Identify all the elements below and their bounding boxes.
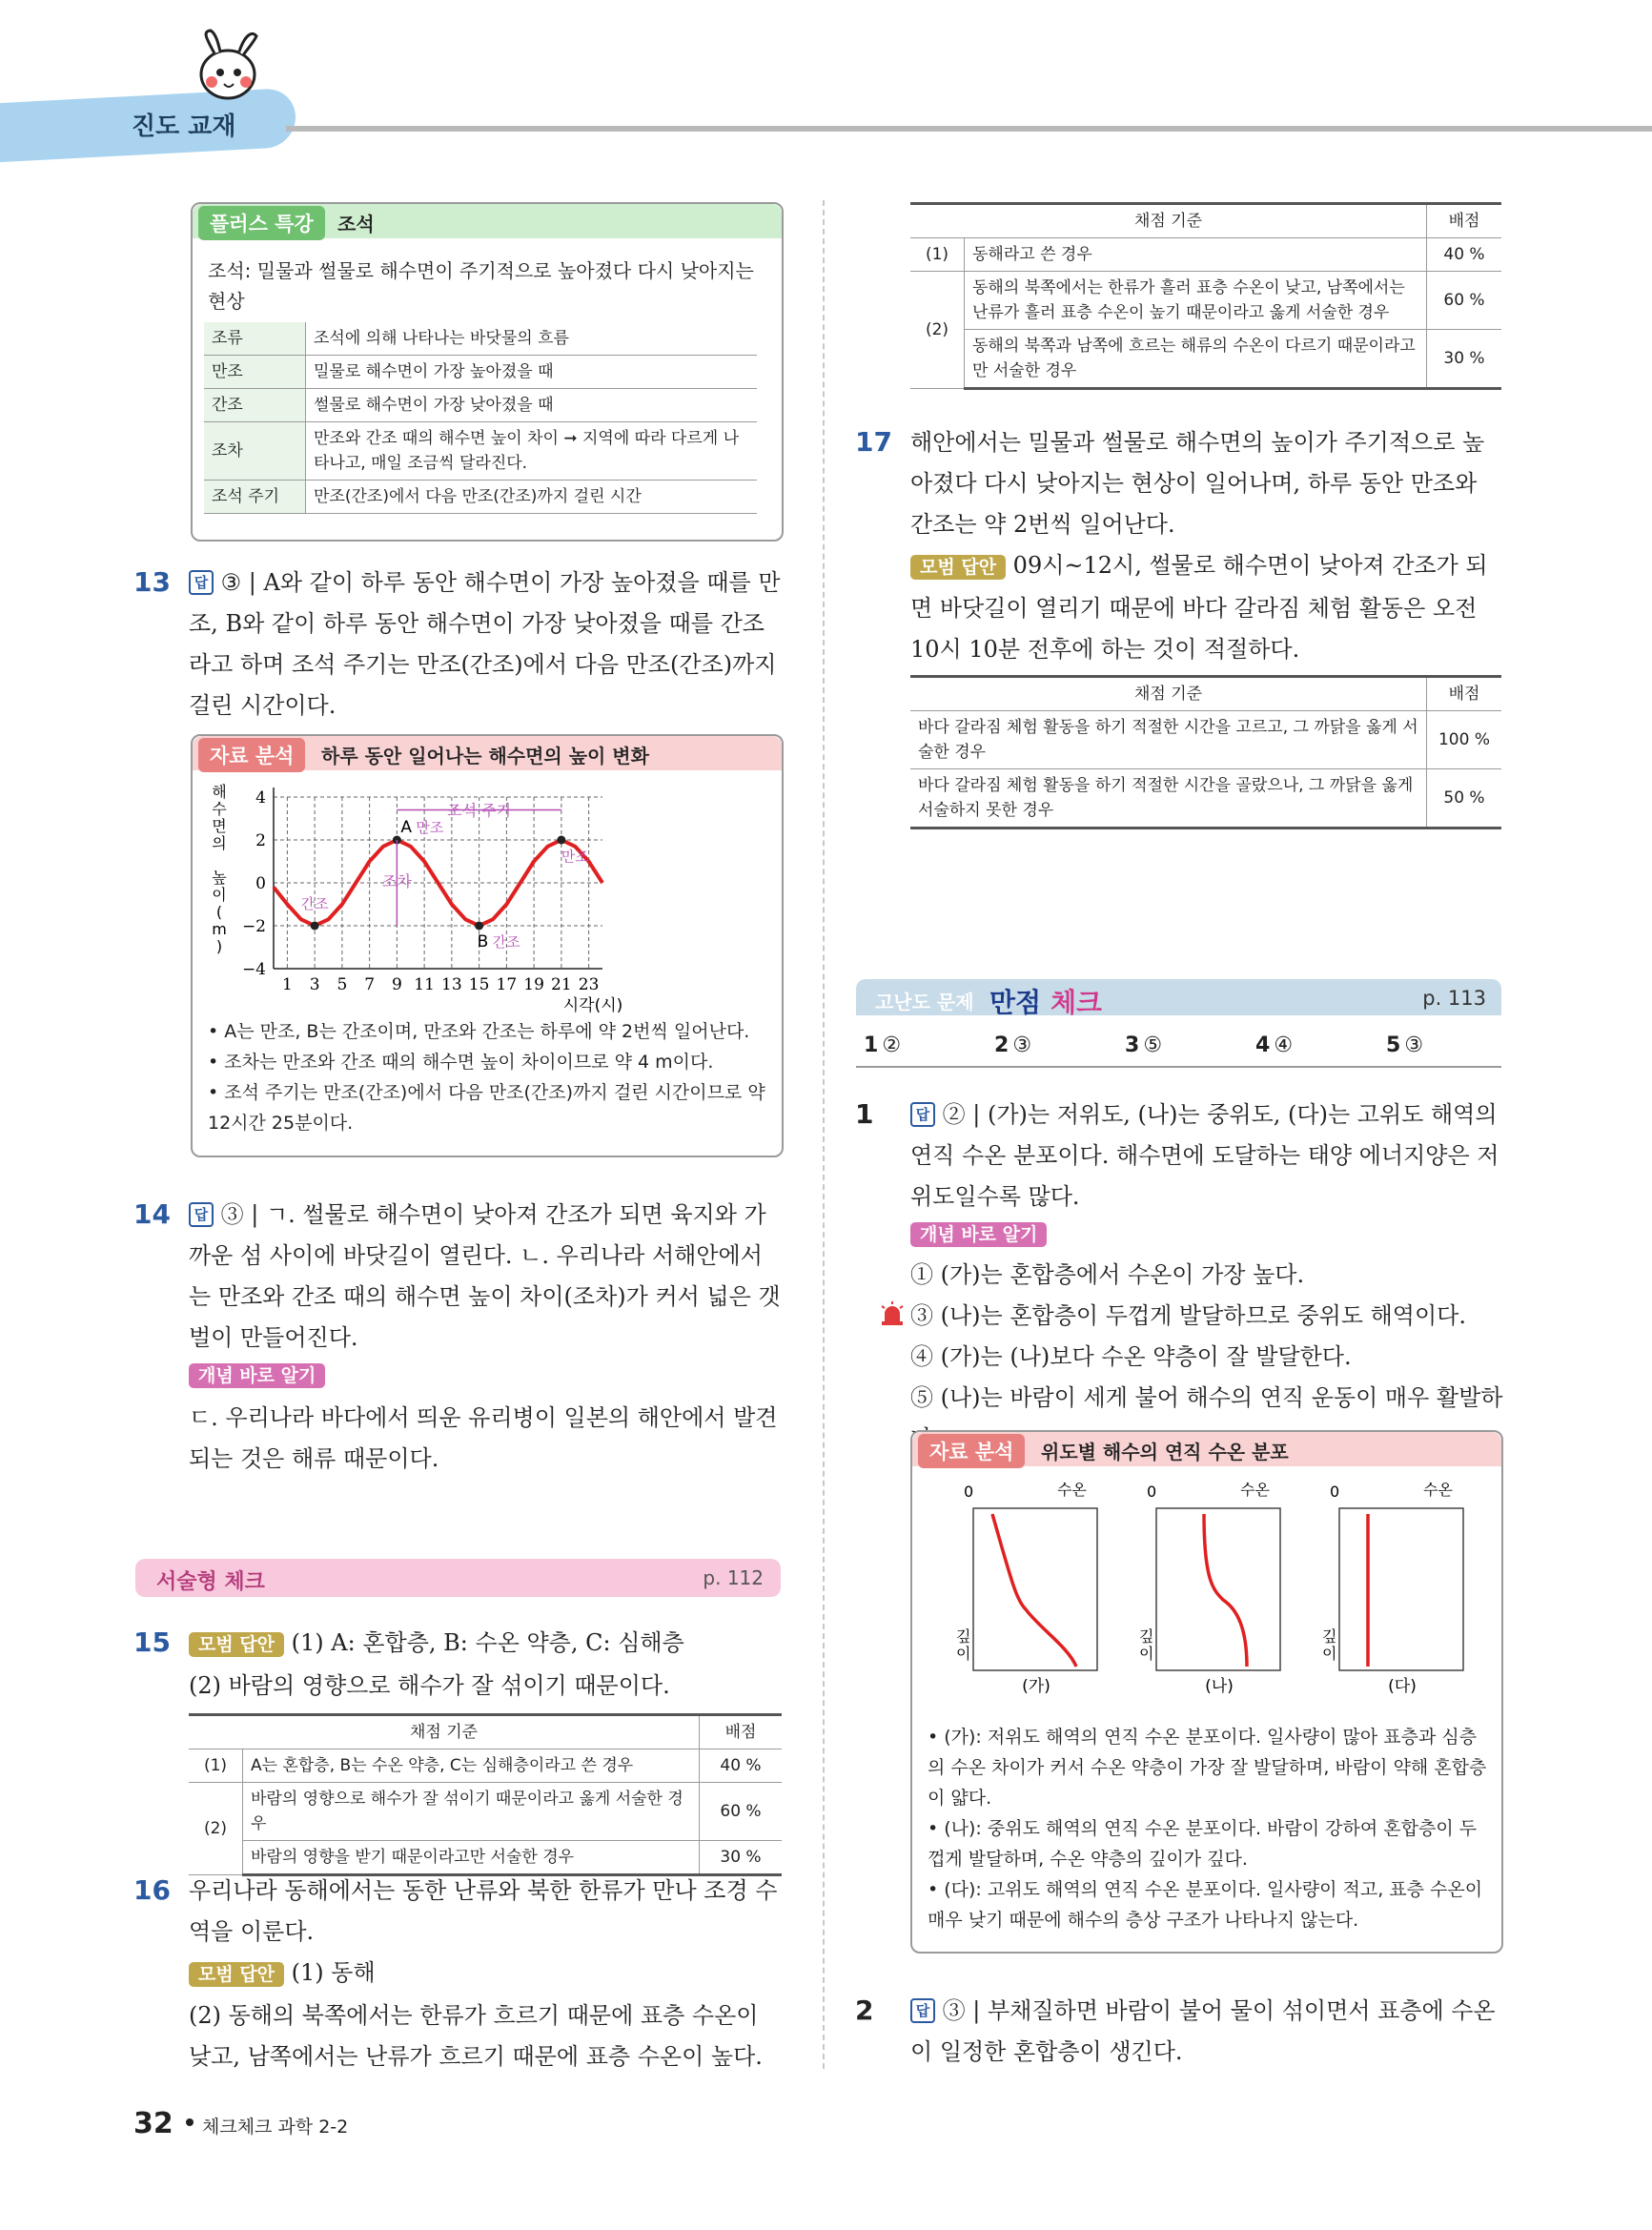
q16-text (189, 1871, 785, 2077)
score-value: 40 % (700, 1749, 783, 1783)
q15-th-criteria: 채점 기준 (189, 1715, 700, 1749)
graph-name: (가) (1022, 1677, 1050, 1696)
q17-score-table (910, 675, 1501, 829)
q16-question: 우리나라 동해에서는 동한 난류와 북한 한류가 만나 조경 수역을 이룬다. (189, 1877, 778, 1945)
h2-number: 2 (855, 1995, 874, 2026)
graph-frame (973, 1508, 1097, 1670)
q17-question: 해안에서는 밀물과 썰물로 해수면의 높이가 주기적으로 높아졌다 다시 낮아지는 현상이 일어나며, 하루 동안 만조와 간조는 약 2번씩 일어난다. (910, 429, 1485, 538)
h1-concept-tag-wrap (910, 1220, 1047, 1246)
y-tick-label: −2 (241, 917, 266, 936)
score-row (910, 272, 1501, 330)
score-item: (2) (910, 272, 965, 389)
plus-definition: 조석: 밀물과 썰물로 해수면이 주기적으로 높아졌다 다시 낮아지는 현상 (208, 259, 754, 313)
h1-options (910, 1255, 1506, 1460)
answer-key-number: 3 (1125, 1033, 1140, 1057)
plus-term: 조차 (204, 422, 306, 481)
q13-data-box (191, 734, 784, 1157)
tide-chart (202, 778, 623, 1015)
score-value: 50 % (1427, 769, 1502, 829)
h1-text: 답 ② | (가)는 저위도, (나)는 중위도, (다)는 고위도 해역의 연직 수온 분포이다. 해수면에 도달하는 태양 에너지양은 저위도일수록 많다. (910, 1101, 1499, 1210)
y-label-char: 높 (212, 869, 227, 887)
graph-depth-char: 깊 (956, 1627, 971, 1646)
graph-depth-char: 이 (956, 1645, 971, 1663)
point-a-tag: 만조 (416, 819, 444, 836)
graph-temp: 수온 (1423, 1481, 1453, 1499)
plus-desc: 만조(간조)에서 다음 만조(간조)까지 걸린 시간 (306, 481, 758, 514)
score-item: (1) (189, 1749, 243, 1783)
q13-box-title: 하루 동안 일어나는 해수면의 높이 변화 (321, 745, 649, 767)
x-label: 시각(시) (562, 996, 623, 1015)
q14-number: 14 (133, 1198, 171, 1230)
q15-answer (189, 1623, 785, 1707)
q13-number: 13 (133, 566, 171, 598)
answer-key-row (856, 1028, 1501, 1068)
y-label-char: 면 (212, 817, 227, 835)
h1-explanation: (가)는 저위도, (나)는 중위도, (다)는 고위도 해역의 연직 수온 분포이다. 해수면에 도달하는 태양 에너지양은 저위도일수록 많다. (910, 1101, 1499, 1210)
q16-number: 16 (133, 1874, 171, 1906)
answer-icon: 답 (910, 1998, 935, 2023)
vertical-temperature-graphs (926, 1480, 1488, 1708)
y-label-char: ( (215, 903, 223, 921)
score-value: 100 % (1427, 711, 1502, 769)
y-label-char: 수 (212, 800, 227, 818)
graph-depth-char: 깊 (1322, 1627, 1337, 1646)
q16-th-score: 배점 (1427, 204, 1502, 238)
q13-note: • A는 만조, B는 간조이며, 만조와 간조는 하루에 약 2번씩 일어난다. (208, 1021, 750, 1042)
q13-note: • 조석 주기는 만조(간조)에서 다음 만조(간조)까지 걸린 시간이므로 약 12시간 25분이다. (208, 1082, 765, 1134)
check-title-2: 체크 (1050, 987, 1103, 1018)
mascot-icon (186, 27, 272, 113)
answer-key-choice: ③ (1404, 1033, 1424, 1057)
section-title: 진도 교재 (132, 113, 236, 141)
plus-row (204, 356, 757, 389)
q17-number: 17 (855, 426, 892, 458)
q17-tag: 모범 답안 (910, 555, 1006, 580)
answer-key-number: 4 (1255, 1033, 1271, 1057)
x-tick-label: 19 (523, 975, 544, 994)
h1-note: • (다): 고위도 해역의 연직 수온 분포이다. 일사량이 적고, 표층 수온이 매우 낮기 때문에 해수의 층상 구조가 나타나지 않는다. (928, 1879, 1483, 1931)
q15-tag: 모범 답안 (189, 1632, 284, 1657)
q13-choice: ③ (220, 569, 242, 596)
plus-desc: 조석에 의해 나타나는 바닷물의 흐름 (306, 322, 758, 356)
h1-note: • (가): 저위도 해역의 연직 수온 분포이다. 일사량이 많아 표층과 심층의 수온 차이가 커서 수온 약층이 가장 잘 발달하며, 바람이 약해 혼합층이 얇다. (928, 1727, 1487, 1809)
q13-box-header (193, 736, 782, 770)
score-row (910, 769, 1501, 829)
q14-concept-tag-wrap (189, 1361, 325, 1387)
graph-frame (1156, 1508, 1280, 1670)
plus-row (204, 481, 757, 514)
y-label-char: ) (215, 937, 223, 955)
score-criterion: 바다 갈라짐 체험 활동을 하기 적절한 시간을 골랐으나, 그 까닭을 옳게 서술하지 못한 경우 (910, 769, 1427, 829)
y-label-char: 이 (212, 886, 227, 904)
plus-row (204, 389, 757, 422)
graph-frame (1339, 1508, 1463, 1670)
h1-box-title: 위도별 해수의 연직 수온 분포 (1041, 1441, 1289, 1463)
x-tick-label: 17 (496, 975, 518, 994)
score-value: 30 % (700, 1841, 783, 1875)
page-number: 32 (133, 2107, 173, 2140)
plus-row (204, 322, 757, 356)
q15-number: 15 (133, 1626, 171, 1658)
answer-key-item (994, 1033, 1031, 1057)
temp-profile-graph (956, 1481, 1097, 1696)
check-tag: 고난도 문제 (875, 991, 974, 1013)
q15-th-score: 배점 (700, 1715, 783, 1749)
y-tick-label: 0 (255, 874, 266, 893)
point-b-tag: 간조 (492, 933, 520, 951)
h1-option: ④ (가)는 (나)보다 수온 약층이 잘 발달한다. (910, 1343, 1352, 1370)
y-label-char: 의 (212, 834, 227, 852)
y-tick-label: −4 (241, 960, 266, 979)
h1-option: ① (가)는 혼합층에서 수온이 가장 높다. (910, 1261, 1305, 1288)
answer-key-choice: ③ (1012, 1033, 1032, 1057)
tide-point (475, 922, 483, 931)
column-separator (823, 200, 825, 2069)
plus-tag: 플러스 특강 (198, 206, 325, 240)
tide-point (311, 922, 319, 931)
h1-option: ③ (나)는 혼합층이 두껍게 발달하므로 중위도 해역이다. (910, 1302, 1466, 1329)
q14-explanation: ㄱ. 썰물로 해수면이 낮아져 간조가 되면 육지와 가까운 섬 사이에 바닷길이 열린다. ㄴ. 우리나라 서해안에서는 만조와 간조 때의 해수면 높이 차이(조차)가 커서 넓은 갯벌이 만들어진다. (189, 1201, 781, 1351)
range-label: 조차 (381, 872, 412, 890)
h2-explanation: 부채질하면 바람이 불어 물이 섞이면서 표층에 수온이 일정한 혼합층이 생긴다. (910, 1997, 1496, 2065)
x-tick-label: 1 (281, 975, 293, 994)
q14-choice: ③ (220, 1201, 244, 1228)
answer-key-item (1255, 1033, 1293, 1057)
q17-th-score: 배점 (1427, 677, 1502, 711)
score-criterion: 동해의 북쪽과 남쪽에 흐르는 해류의 수온이 다르기 때문이라고만 서술한 경우 (965, 330, 1427, 389)
plus-table (204, 322, 757, 514)
x-tick-label: 9 (391, 975, 402, 994)
header-rule (286, 126, 1652, 132)
h1-concept-tag: 개념 바로 알기 (910, 1222, 1047, 1247)
plus-header (193, 204, 782, 238)
score-criterion: 바람의 영향으로 해수가 잘 섞이기 때문이라고 옳게 서술한 경우 (243, 1783, 700, 1841)
graph-temp: 수온 (1057, 1481, 1087, 1499)
answer-key-choice: ④ (1274, 1033, 1294, 1057)
q13-note: • 조차는 만조와 간조 때의 해수면 높이 차이이므로 약 4 m이다. (208, 1052, 714, 1073)
plus-term: 조석 주기 (204, 481, 306, 514)
q14-text: 답 ③ | ㄱ. 썰물로 해수면이 낮아져 간조가 되면 육지와 가까운 섬 사이에 바닷길이 열린다. ㄴ. 우리나라 서해안에서는 만조와 간조 때의 해수면 높이 차이(조차)가 커서 넓은 갯벌이 만들어진다. (189, 1201, 781, 1351)
y-tick-label: 2 (255, 831, 266, 850)
y-tick-label: 4 (255, 788, 266, 808)
temp-profile-graph (1139, 1481, 1280, 1696)
answer-icon: 답 (189, 570, 214, 595)
point-a-label: A (400, 818, 413, 837)
score-criterion: 동해라고 쓴 경우 (965, 238, 1427, 272)
answer-key-number: 5 (1386, 1033, 1401, 1057)
q15-score-table (189, 1713, 782, 1876)
score-criterion: A는 혼합층, B는 수온 약층, C는 심해층이라고 쓴 경우 (243, 1749, 700, 1783)
q17-answer: 09시~12시, 썰물로 해수면이 낮아져 간조가 되면 바닷길이 열리기 때문에 바다 갈라짐 체험 활동은 오전 10시 10분 전후에 하는 것이 적절하다. (910, 552, 1488, 663)
check-title-1: 만점 (989, 987, 1042, 1018)
x-tick-label: 11 (414, 975, 435, 994)
score-row (189, 1783, 782, 1841)
top-score-check-bar (856, 979, 1501, 1018)
graph-zero: 0 (1147, 1483, 1157, 1501)
score-item: (2) (189, 1783, 243, 1875)
x-tick-label: 21 (551, 975, 572, 994)
answer-icon: 답 (189, 1202, 214, 1227)
plus-desc: 밀물로 해수면이 가장 높아졌을 때 (306, 356, 758, 389)
score-value: 40 % (1427, 238, 1502, 272)
period-label: 조석 주기 (447, 801, 512, 820)
tide-point (557, 836, 565, 845)
answer-key-item (1386, 1033, 1423, 1057)
h1-data-box (910, 1430, 1503, 1954)
h2-choice: ③ (942, 1997, 966, 2024)
answer-key-number: 2 (994, 1033, 1010, 1057)
plus-desc: 만조와 간조 때의 해수면 높이 차이 ➞ 지역에 따라 다르게 나타나고, 매일 조금씩 달라진다. (306, 422, 758, 481)
y-label-char: m (212, 920, 227, 938)
h1-box-header (912, 1432, 1501, 1466)
graph-zero: 0 (1330, 1483, 1340, 1501)
score-item: (1) (910, 238, 965, 272)
q13-text: 답 ③ | A와 같이 하루 동안 해수면이 가장 높아졌을 때를 만조, B와 같이 하루 동안 해수면이 가장 낮아졌을 때를 간조라고 하며 조석 주기는 만조(간조)에서 다음 만조(간조)까지 걸린 시간이다. (189, 569, 781, 719)
score-row (910, 330, 1501, 389)
plus-row (204, 422, 757, 481)
score-criterion: 동해의 북쪽에서는 한류가 흘러 표층 수온이 낮고, 남쪽에서는 난류가 흘러 표층 수온이 높기 때문이라고 옳게 서술한 경우 (965, 272, 1427, 330)
answer-key-number: 1 (864, 1033, 879, 1057)
answer-icon: 답 (910, 1102, 935, 1127)
h1-notes (928, 1722, 1490, 1935)
check-page: p. 113 (1422, 987, 1486, 1010)
footer-book: 체크체크 과학 2-2 (202, 2117, 349, 2138)
score-row (910, 238, 1501, 272)
graph-depth-char: 깊 (1139, 1627, 1154, 1646)
essay-page: p. 112 (703, 1566, 764, 1589)
graph-name: (다) (1388, 1677, 1417, 1696)
graph-depth-char: 이 (1322, 1645, 1337, 1663)
answer-key-item (864, 1033, 901, 1057)
h2-text: 답 ③ | 부채질하면 바람이 불어 물이 섞이면서 표층에 수온이 일정한 혼합층이 생긴다. (910, 1997, 1496, 2065)
answer-key-choice: ② (882, 1033, 902, 1057)
x-tick-label: 7 (364, 975, 376, 994)
plus-term: 만조 (204, 356, 306, 389)
q13-notes (208, 1016, 770, 1138)
x-tick-label: 13 (441, 975, 462, 994)
score-criterion: 바다 갈라짐 체험 활동을 하기 적절한 시간을 고르고, 그 까닭을 옳게 서술한 경우 (910, 711, 1427, 769)
x-tick-label: 3 (309, 975, 320, 994)
ebb-label: 간조 (300, 895, 329, 912)
q15-a1: (1) A: 혼합층, B: 수온 약층, C: 심해층 (291, 1629, 684, 1656)
alarm-icon (879, 1300, 906, 1327)
plus-desc: 썰물로 해수면이 가장 낮아졌을 때 (306, 389, 758, 422)
essay-check-bar (135, 1559, 781, 1597)
h1-choice: ② (942, 1101, 966, 1128)
x-tick-label: 15 (468, 975, 490, 994)
graph-zero: 0 (964, 1483, 974, 1501)
q16-a1: (1) 동해 (291, 1959, 376, 1986)
q17-text (910, 422, 1506, 670)
q13-explanation: A와 같이 하루 동안 해수면이 가장 높아졌을 때를 만조, B와 같이 하루 동안 해수면이 가장 낮아졌을 때를 간조라고 하며 조석 주기는 만조(간조)에서 다음 만조(간조)까지 걸린 시간이다. (189, 569, 781, 719)
h1-box-tag: 자료 분석 (918, 1434, 1025, 1468)
temp-profile-graph (1322, 1481, 1463, 1696)
graph-name: (나) (1205, 1677, 1234, 1696)
score-row (189, 1749, 782, 1783)
score-value: 30 % (1427, 330, 1502, 389)
plus-term: 간조 (204, 389, 306, 422)
q16-a2: (2) 동해의 북쪽에서는 한류가 흐르기 때문에 표층 수온이 낮고, 남쪽에서는 난류가 흐르기 때문에 표층 수온이 높다. (189, 2002, 763, 2070)
footer-dot (186, 2118, 194, 2126)
flood-label: 만조 (561, 848, 589, 866)
q16-score-table (910, 202, 1501, 390)
plus-lecture-box (191, 202, 784, 542)
score-row (910, 711, 1501, 769)
h1-option: ⑤ (나)는 바람이 세게 불어 해수의 연직 운동이 매우 활발하 (910, 1384, 1503, 1411)
answer-key-item (1125, 1033, 1162, 1057)
score-value: 60 % (1427, 272, 1502, 330)
q17-th-criteria: 채점 기준 (910, 677, 1427, 711)
x-tick-label: 23 (578, 975, 600, 994)
score-value: 60 % (700, 1783, 783, 1841)
h1-number: 1 (855, 1098, 874, 1130)
plus-title: 조석 (337, 213, 375, 235)
q14-concept-tag: 개념 바로 알기 (189, 1363, 325, 1388)
q13-box-tag: 자료 분석 (198, 738, 305, 772)
h1-note: • (나): 중위도 해역의 연직 수온 분포이다. 바람이 강하여 혼합층이 두껍게 발달하며, 수온 약층의 깊이가 깊다. (928, 1818, 1478, 1870)
y-label-char: 해 (212, 783, 227, 801)
graph-depth-char: 이 (1139, 1645, 1154, 1663)
score-criterion: 바람의 영향을 받기 때문이라고만 서술한 경우 (243, 1841, 700, 1875)
q16-tag: 모범 답안 (189, 1962, 284, 1987)
q15-a2: (2) 바람의 영향으로 해수가 잘 섞이기 때문이다. (189, 1672, 670, 1699)
q14-wrong: ㄷ. 우리나라 바다에서 띄운 유리병이 일본의 해안에서 발견되는 것은 해류 때문이다. (189, 1404, 778, 1472)
q16-th-criteria: 채점 기준 (910, 204, 1427, 238)
plus-term: 조류 (204, 322, 306, 356)
x-tick-label: 5 (337, 975, 348, 994)
point-b-label: B (477, 932, 489, 951)
graph-temp: 수온 (1240, 1481, 1270, 1499)
answer-key-choice: ⑤ (1143, 1033, 1163, 1057)
essay-title: 서술형 체크 (156, 1570, 265, 1594)
